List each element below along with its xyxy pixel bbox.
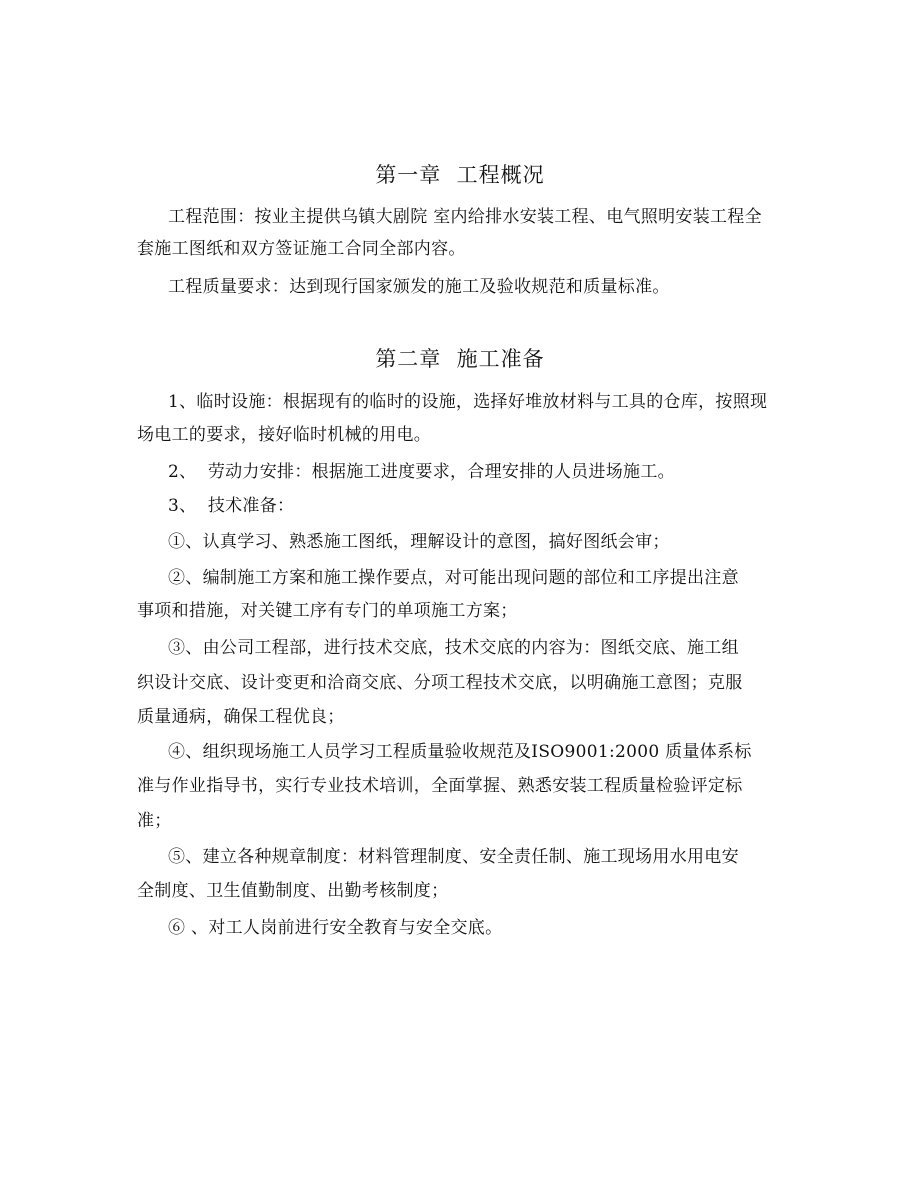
sub-item-5-line-2: 全制度、卫生值勤制度、出勤考核制度；	[137, 881, 449, 901]
scope-line-2: 套施工图纸和双方签证施工合同全部内容。	[137, 239, 466, 259]
sub-item-3-line-1: ③、由公司工程部，进行技术交底，技术交底的内容为：图纸交底、施工组	[168, 638, 739, 658]
sub-item-4-line-2: 准与作业指导书，实行专业技术培训，全面掌握、熟悉安装工程质量检验评定标	[137, 776, 743, 796]
item-2: 2、 劳动力安排：根据施工进度要求，合理安排的人员进场施工。	[168, 462, 675, 482]
sub-item-1: ①、认真学习、熟悉施工图纸，理解设计的意图，搞好图纸会审；	[168, 532, 670, 552]
sub-item-4-line-3: 准；	[137, 811, 172, 831]
sub-item-6: ⑥ 、对工人岗前进行安全教育与安全交底。	[168, 918, 503, 938]
sub-item-3-line-3: 质量通病，确保工程优良；	[137, 707, 345, 727]
scope-line-1: 工程范围：按业主提供乌镇大剧院 室内给排水安装工程、电气照明安装工程全	[168, 207, 762, 227]
quality-requirement: 工程质量要求：达到现行国家颁发的施工及验收规范和质量标准。	[168, 277, 670, 297]
sub-item-3-line-2: 织设计交底、设计变更和洽商交底、分项工程技术交底，以明确施工意图；克服	[137, 673, 743, 693]
sub-item-5-line-1: ⑤、建立各种规章制度：材料管理制度、安全责任制、施工现场用水用电安	[168, 847, 739, 867]
sub-item-2-line-2: 事项和措施，对关键工序有专门的单项施工方案；	[137, 601, 518, 621]
item-3: 3、 技术准备：	[168, 496, 295, 516]
sub-item-2-line-1: ②、编制施工方案和施工操作要点，对可能出现问题的部位和工序提出注意	[168, 568, 739, 588]
item-1-line-2: 场电工的要求，接好临时机械的用电。	[137, 425, 432, 445]
item-1-line-1: 1、临时设施：根据现有的临时的设施，选择好堆放材料与工具的仓库，按照现	[168, 392, 768, 412]
chapter-2-title: 第二章 施工准备	[375, 347, 545, 371]
chapter-1-title: 第一章 工程概况	[375, 163, 545, 187]
sub-item-4-line-1: ④、组织现场施工人员学习工程质量验收规范及ISO9001:2000 质量体系标	[168, 742, 752, 762]
